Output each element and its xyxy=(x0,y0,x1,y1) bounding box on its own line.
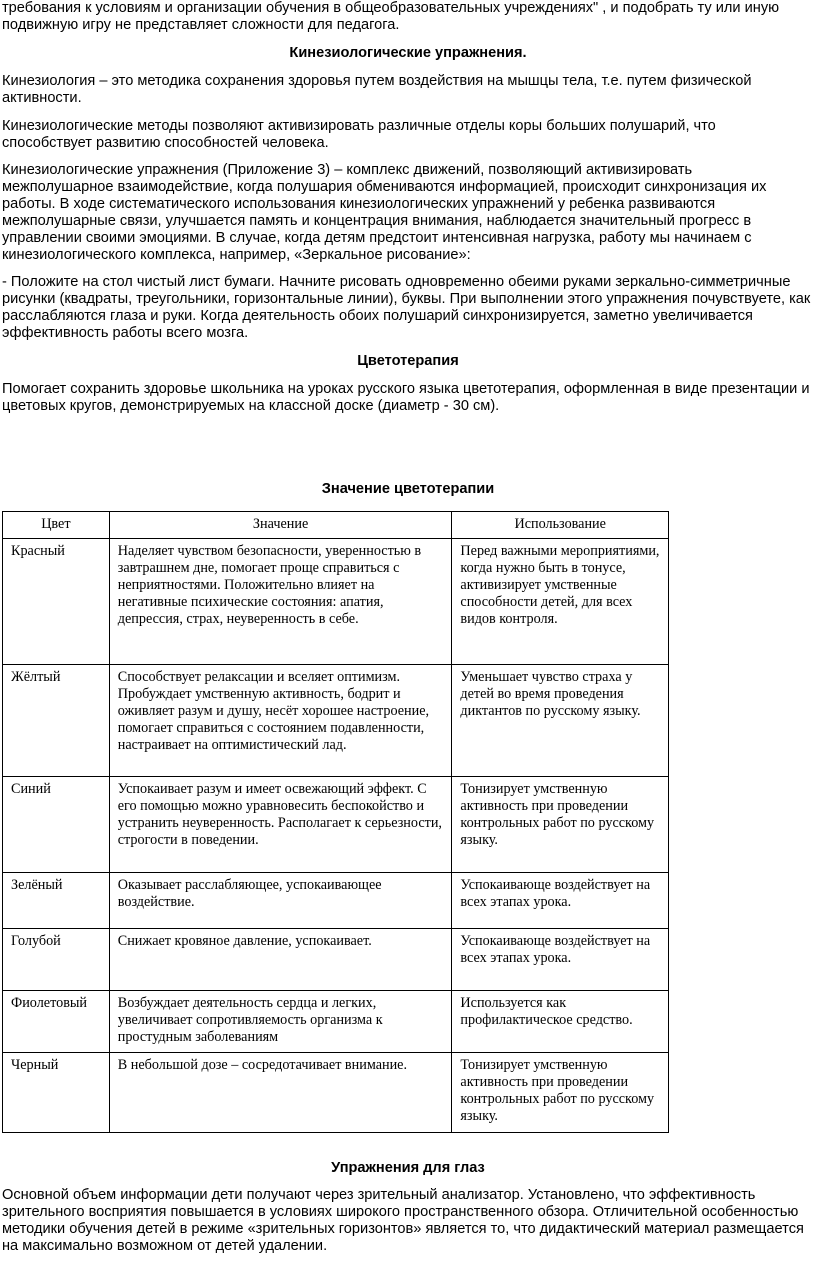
row-meaning: Возбуждает деятельность сердца и легких, увеличивает сопротивляемость организма к простудным заболеваниям xyxy=(109,991,452,1053)
row-usage: Тонизирует умственную активность при проведении контрольных работ по русскому языку. xyxy=(452,777,669,873)
row-usage: Успокаивающе воздействует на всех этапах урока. xyxy=(452,873,669,929)
kinesio-paragraph-3: Кинезиологические упражнения (Приложение 3) – комплекс движений, позволяющий активизировать межполушарное взаимодействие, когда полушария обмениваются информацией, происходит синхронизация их работы. В ходе систематического использования кинезиологических упражнений у ребенка развиваются межполушарные связи, улучшается память и концентрация внимания, наблюдается значительный прогресс в управлении своими эмоциями. В случае, когда детям предстоит интенсивная нагрузка, работу мы начинаем с кинезиологического комплекса, например, «Зеркальное рисование»: xyxy=(2,162,767,263)
kinesio-paragraph-4: - Положите на стол чистый лист бумаги. Начните рисовать одновременно обеими руками зеркально-симметричные рисунки (квадраты, треугольники, горизонтальные линии), буквы. При выполнении этого упражнения почувствуете, как расслабляются глаза и руки. Когда деятельность обоих полушарий синхронизируется, заметно увеличивается эффективность работы всего мозга. xyxy=(2,274,811,341)
row-usage: Тонизирует умственную активность при проведении контрольных работ по русскому языку. xyxy=(452,1053,669,1133)
row-color: Зелёный xyxy=(3,873,110,929)
header-color: Цвет xyxy=(3,512,110,539)
table-title: Значение цветотерапии xyxy=(321,481,495,497)
row-meaning: Способствует релаксации и вселяет оптимизм. Пробуждает умственную активность, бодрит и оживляет разум и душу, несёт хорошее настроение, помогает справиться с состоянием подавленности, настраивает на оптимистический лад. xyxy=(109,665,452,777)
header-usage: Использование xyxy=(452,512,669,539)
table-header-row xyxy=(3,512,669,539)
row-meaning: Успокаивает разум и имеет освежающий эффект. С его помощью можно уравновесить беспокойство и устранить неуверенность. Располагает к серьезности, строгости в поведении. xyxy=(109,777,452,873)
table-row xyxy=(3,777,669,873)
color-therapy-paragraph: Помогает сохранить здоровье школьника на уроках русского языка цветотерапия, оформленная в виде презентации и цветовых кругов, демонстрируемых на классной доске (диаметр - 30 см). xyxy=(2,381,810,414)
row-meaning: Наделяет чувством безопасности, уверенностью в завтрашнем дне, помогает проще справиться с неприятностями. Положительно влияет на негативные психические состояния: апатия, депрессия, страх, неуверенность в себе. xyxy=(109,539,452,665)
color-meaning-table xyxy=(2,511,669,1133)
row-usage: Успокаивающе воздействует на всех этапах урока. xyxy=(452,929,669,991)
row-color: Синий xyxy=(3,777,110,873)
table-row xyxy=(3,929,669,991)
eyes-heading: Упражнения для глаз xyxy=(331,1160,485,1176)
table-row xyxy=(3,991,669,1053)
kinesio-heading: Кинезиологические упражнения. xyxy=(289,45,527,61)
kinesio-paragraph-1: Кинезиология – это методика сохранения здоровья путем воздействия на мышцы тела, т.е. путем физической активности. xyxy=(2,73,752,106)
eyes-paragraph: Основной объем информации дети получают через зрительный анализатор. Установлено, что эффективность зрительного восприятия повышается в условиях широкого пространственного обзора. Отличительной особенностью методики обучения детей в режиме «зрительных горизонтов» является то, что дидактический материал размещается на максимально возможном от детей удалении. xyxy=(2,1187,804,1254)
row-usage: Уменьшает чувство страха у детей во время проведения диктантов по русскому языку. xyxy=(452,665,669,777)
row-meaning: В небольшой дозе – сосредотачивает внимание. xyxy=(109,1053,452,1133)
table-row xyxy=(3,665,669,777)
header-meaning: Значение xyxy=(109,512,452,539)
table-row xyxy=(3,1053,669,1133)
table-row xyxy=(3,539,669,665)
row-usage: Используется как профилактическое средство. xyxy=(452,991,669,1053)
row-color: Красный xyxy=(3,539,110,665)
row-meaning: Оказывает расслабляющее, успокаивающее воздействие. xyxy=(109,873,452,929)
row-color: Жёлтый xyxy=(3,665,110,777)
row-color: Фиолетовый xyxy=(3,991,110,1053)
table-row xyxy=(3,873,669,929)
row-color: Голубой xyxy=(3,929,110,991)
row-meaning: Снижает кровяное давление, успокаивает. xyxy=(109,929,452,991)
kinesio-paragraph-2: Кинезиологические методы позволяют активизировать различные отделы коры больших полушарий, что способствует развитию способностей человека. xyxy=(2,118,716,151)
color-therapy-heading: Цветотерапия xyxy=(357,353,459,369)
row-color: Черный xyxy=(3,1053,110,1133)
row-usage: Перед важными мероприятиями, когда нужно быть в тонусе, активизирует умственные способности детей, для всех видов контроля. xyxy=(452,539,669,665)
intro-paragraph: требования к условиям и организации обучения в общеобразовательных учреждениях" , и подобрать ту или иную подвижную игру не представляет сложности для педагога. xyxy=(2,0,780,33)
